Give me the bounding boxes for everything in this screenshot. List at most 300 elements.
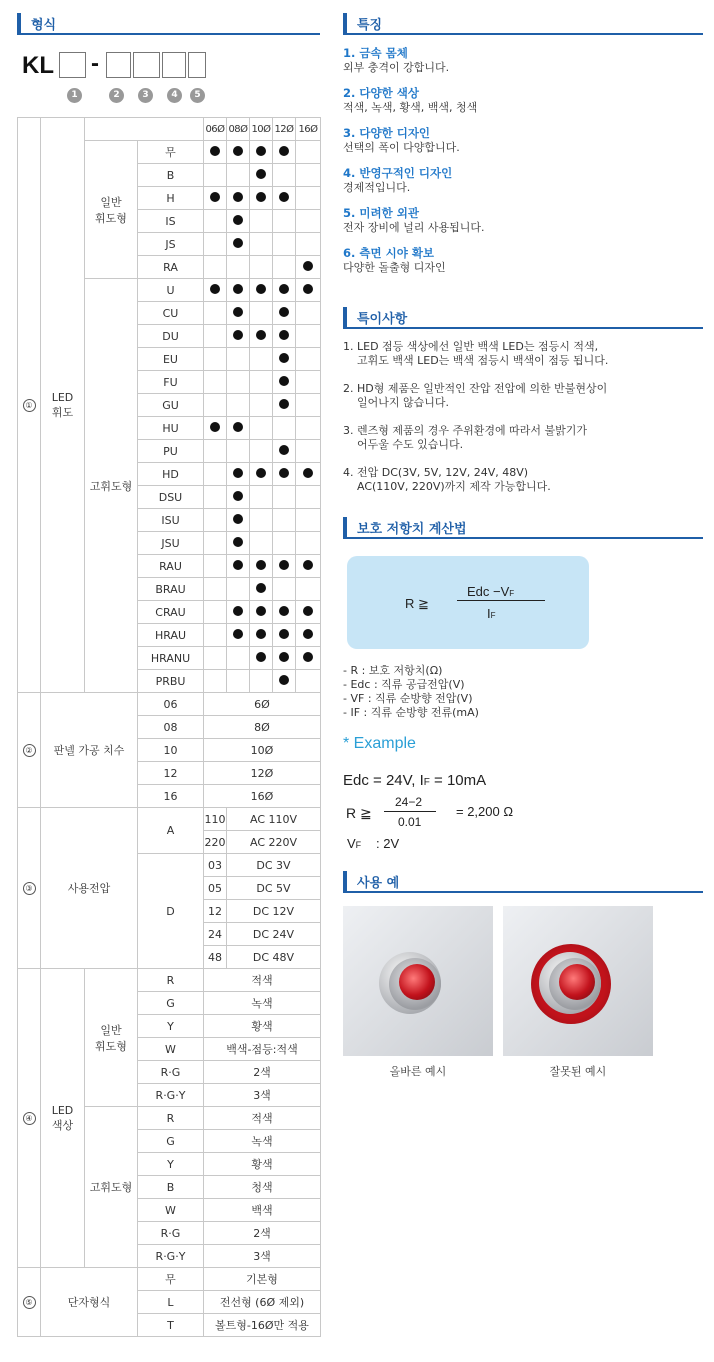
available-dot	[233, 491, 243, 501]
code-cell: 무	[138, 141, 204, 164]
code-cell: HD	[138, 463, 204, 486]
feature-title: 2. 다양한 색상	[343, 86, 419, 100]
availability-cell	[204, 279, 227, 302]
feature-item	[343, 126, 703, 155]
availability-cell	[273, 670, 296, 693]
code-cell: PU	[138, 440, 204, 463]
availability-cell	[273, 417, 296, 440]
availability-cell	[250, 141, 273, 164]
available-dot	[233, 215, 243, 225]
available-dot	[210, 422, 220, 432]
value-cell: 3색	[204, 1245, 321, 1268]
code-number-2: 2	[109, 88, 124, 103]
legend-line: - Edc : 직류 공급전압(V)	[343, 678, 465, 691]
code-cell: 12	[204, 900, 227, 923]
features-list	[343, 46, 703, 286]
code-cell: RAU	[138, 555, 204, 578]
feature-item	[343, 246, 703, 275]
code-cell: EU	[138, 348, 204, 371]
size-header-cell: 06Ø	[204, 118, 227, 141]
code-cell: R·G·Y	[138, 1245, 204, 1268]
availability-cell	[273, 463, 296, 486]
available-dot	[256, 468, 266, 478]
availability-cell	[296, 578, 321, 601]
note-item	[343, 466, 703, 494]
note-item	[343, 382, 703, 410]
code-cell: IS	[138, 210, 204, 233]
availability-cell	[273, 256, 296, 279]
available-dot	[256, 146, 266, 156]
section-number-3: ③	[18, 808, 41, 969]
availability-cell	[227, 325, 250, 348]
available-dot	[256, 652, 266, 662]
availability-cell	[296, 555, 321, 578]
availability-cell	[227, 348, 250, 371]
section-number-4: ④	[18, 969, 41, 1268]
feature-item	[343, 166, 703, 195]
availability-cell	[227, 509, 250, 532]
availability-cell	[296, 210, 321, 233]
feature-title: 4. 반영구적인 디자인	[343, 166, 453, 180]
availability-cell	[273, 164, 296, 187]
available-dot	[233, 307, 243, 317]
available-dot	[279, 652, 289, 662]
table-row	[18, 118, 321, 141]
code-cell: BRAU	[138, 578, 204, 601]
value-cell: 적색	[204, 969, 321, 992]
size-header-cell: 16Ø	[296, 118, 321, 141]
code-cell: 220	[204, 831, 227, 854]
code-box-2	[106, 52, 131, 78]
notes-heading: 특이사항	[343, 307, 703, 329]
code-cell: GU	[138, 394, 204, 417]
availability-cell	[250, 578, 273, 601]
availability-cell	[296, 141, 321, 164]
availability-cell	[204, 141, 227, 164]
availability-cell	[204, 233, 227, 256]
available-dot	[233, 560, 243, 570]
code-cell: 08	[138, 716, 204, 739]
availability-cell	[250, 463, 273, 486]
availability-cell	[227, 440, 250, 463]
value-cell: 기본형	[204, 1268, 321, 1291]
available-dot	[233, 284, 243, 294]
value-cell: 3색	[204, 1084, 321, 1107]
availability-cell	[204, 440, 227, 463]
available-dot	[256, 169, 266, 179]
section-number-5: ⑤	[18, 1268, 41, 1337]
availability-cell	[273, 325, 296, 348]
feature-item	[343, 46, 703, 75]
availability-cell	[273, 348, 296, 371]
availability-cell	[227, 624, 250, 647]
section-label-led-brightness: LED 휘도	[41, 118, 85, 693]
availability-cell	[250, 279, 273, 302]
availability-cell	[250, 440, 273, 463]
model-prefix: KL	[22, 52, 54, 79]
available-dot	[233, 192, 243, 202]
availability-cell	[227, 486, 250, 509]
example-fraction-line	[384, 811, 436, 812]
value-cell: DC 24V	[227, 923, 321, 946]
header-blank	[85, 118, 204, 141]
feature-title: 3. 다양한 디자인	[343, 126, 431, 140]
available-dot	[233, 468, 243, 478]
note-text: 렌즈형 제품의 경우 주위환경에 따라서 불밝기가 어두울 수도 있습니다.	[357, 424, 588, 451]
availability-cell	[227, 417, 250, 440]
available-dot	[279, 284, 289, 294]
value-cell: AC 220V	[227, 831, 321, 854]
availability-cell	[204, 417, 227, 440]
availability-cell	[227, 394, 250, 417]
availability-cell	[204, 670, 227, 693]
availability-cell	[273, 647, 296, 670]
legend-line: - VF : 직류 순방향 전압(V)	[343, 692, 473, 705]
code-cell: HU	[138, 417, 204, 440]
code-cell: 48	[204, 946, 227, 969]
note-number: 4.	[343, 466, 354, 479]
availability-cell	[227, 670, 250, 693]
availability-cell	[204, 164, 227, 187]
voltage-group: A	[138, 808, 204, 854]
available-dot	[233, 537, 243, 547]
availability-cell	[273, 486, 296, 509]
code-cell: 110	[204, 808, 227, 831]
available-dot	[279, 445, 289, 455]
available-dot	[233, 238, 243, 248]
feature-desc: 전자 장비에 널리 사용됩니다.	[343, 221, 485, 234]
availability-cell	[250, 624, 273, 647]
example-denominator: 0.01	[398, 815, 422, 829]
formula-legend	[343, 664, 479, 720]
feature-title: 1. 금속 몸체	[343, 46, 408, 60]
legend-line: - IF : 직류 순방향 전류(mA)	[343, 706, 479, 719]
availability-cell	[250, 670, 273, 693]
availability-cell	[227, 647, 250, 670]
availability-cell	[273, 440, 296, 463]
available-dot	[303, 629, 313, 639]
availability-cell	[250, 532, 273, 555]
code-box-5	[188, 52, 206, 78]
feature-title: 6. 측면 시야 확보	[343, 246, 435, 260]
code-cell: HRAU	[138, 624, 204, 647]
availability-cell	[273, 187, 296, 210]
availability-cell	[227, 210, 250, 233]
availability-cell	[227, 256, 250, 279]
available-dot	[279, 629, 289, 639]
feature-desc: 선택의 폭이 다양합니다.	[343, 141, 460, 154]
available-dot	[279, 675, 289, 685]
available-dot	[279, 560, 289, 570]
code-cell: W	[138, 1199, 204, 1222]
available-dot	[256, 606, 266, 616]
availability-cell	[204, 210, 227, 233]
value-cell: 백색-점등:적색	[204, 1038, 321, 1061]
availability-cell	[204, 555, 227, 578]
size-header-cell: 12Ø	[273, 118, 296, 141]
available-dot	[256, 192, 266, 202]
code-cell: T	[138, 1314, 204, 1337]
usage-heading: 사용 예	[343, 871, 703, 893]
code-box-4	[162, 52, 186, 78]
value-cell: 16Ø	[204, 785, 321, 808]
availability-cell	[250, 647, 273, 670]
value-cell: 청색	[204, 1176, 321, 1199]
availability-cell	[227, 578, 250, 601]
availability-cell	[204, 486, 227, 509]
availability-cell	[250, 210, 273, 233]
value-cell: 녹색	[204, 1130, 321, 1153]
availability-cell	[204, 532, 227, 555]
value-cell: DC 3V	[227, 854, 321, 877]
availability-cell	[204, 601, 227, 624]
code-cell: FU	[138, 371, 204, 394]
code-number-3: 3	[138, 88, 153, 103]
caption-correct: 올바른 예시	[389, 1065, 447, 1078]
model-dash: -	[91, 50, 99, 77]
available-dot	[233, 629, 243, 639]
value-cell: 녹색	[204, 992, 321, 1015]
value-cell: AC 110V	[227, 808, 321, 831]
feature-desc: 다양한 돌출형 디자인	[343, 261, 446, 274]
availability-cell	[296, 463, 321, 486]
note-number: 2.	[343, 382, 354, 395]
code-cell: Y	[138, 1153, 204, 1176]
availability-cell	[204, 578, 227, 601]
size-header-cell: 08Ø	[227, 118, 250, 141]
availability-cell	[250, 325, 273, 348]
formula-fraction-line	[457, 600, 545, 601]
availability-cell	[227, 233, 250, 256]
table-row	[18, 693, 321, 716]
availability-cell	[250, 256, 273, 279]
code-cell: 06	[138, 693, 204, 716]
availability-cell	[296, 532, 321, 555]
note-text: HD형 제품은 일반적인 잔압 전압에 의한 반불현상이 일어나지 않습니다.	[357, 382, 608, 409]
code-cell: 24	[204, 923, 227, 946]
feature-desc: 적색, 녹색, 황색, 백색, 청색	[343, 101, 478, 114]
table-row	[18, 1268, 321, 1291]
code-cell: DSU	[138, 486, 204, 509]
availability-cell	[296, 509, 321, 532]
example-line-1: Edc = 24V, IF = 10mA	[343, 772, 487, 789]
available-dot	[233, 514, 243, 524]
availability-cell	[227, 601, 250, 624]
available-dot	[279, 353, 289, 363]
example-numerator: 24−2	[395, 795, 423, 809]
table-row	[18, 808, 321, 831]
example-vf: VF	[347, 836, 362, 851]
available-dot	[279, 376, 289, 386]
availability-cell	[227, 302, 250, 325]
available-dot	[279, 307, 289, 317]
available-dot	[279, 606, 289, 616]
feature-desc: 외부 충격이 강합니다.	[343, 61, 450, 74]
calc-heading: 보호 저항치 계산법	[343, 517, 703, 539]
formula-numerator: Edc −VF	[467, 584, 515, 599]
feature-item	[343, 206, 703, 235]
availability-cell	[273, 555, 296, 578]
value-cell: 2색	[204, 1222, 321, 1245]
value-cell: 적색	[204, 1107, 321, 1130]
availability-cell	[250, 417, 273, 440]
value-cell: DC 12V	[227, 900, 321, 923]
availability-cell	[296, 417, 321, 440]
availability-cell	[296, 302, 321, 325]
availability-cell	[296, 371, 321, 394]
spec-table	[17, 117, 321, 1337]
availability-cell	[273, 302, 296, 325]
available-dot	[279, 192, 289, 202]
available-dot	[303, 560, 313, 570]
availability-cell	[227, 187, 250, 210]
availability-cell	[296, 647, 321, 670]
available-dot	[256, 330, 266, 340]
availability-cell	[273, 394, 296, 417]
available-dot	[279, 468, 289, 478]
features-heading: 특징	[343, 13, 703, 35]
code-cell: H	[138, 187, 204, 210]
code-cell: R·G	[138, 1061, 204, 1084]
availability-cell	[204, 371, 227, 394]
availability-cell	[296, 348, 321, 371]
available-dot	[233, 422, 243, 432]
size-header-cell: 10Ø	[250, 118, 273, 141]
note-text: 전압 DC(3V, 5V, 12V, 24V, 48V) AC(110V, 220V)까지 제작 가능합니다.	[357, 466, 551, 493]
availability-cell	[273, 578, 296, 601]
form-heading: 형식	[17, 13, 320, 35]
value-cell: 12Ø	[204, 762, 321, 785]
legend-line: - R : 보호 저항치(Ω)	[343, 664, 443, 677]
availability-cell	[273, 624, 296, 647]
availability-cell	[204, 348, 227, 371]
value-cell: 10Ø	[204, 739, 321, 762]
code-box-1	[59, 52, 86, 78]
availability-cell	[296, 486, 321, 509]
availability-cell	[273, 141, 296, 164]
availability-cell	[296, 624, 321, 647]
group-label-normal: 일반 휘도형	[85, 141, 138, 279]
availability-cell	[273, 509, 296, 532]
available-dot	[303, 606, 313, 616]
available-dot	[303, 468, 313, 478]
code-cell: G	[138, 992, 204, 1015]
availability-cell	[227, 371, 250, 394]
availability-cell	[227, 141, 250, 164]
code-cell: R	[138, 969, 204, 992]
availability-cell	[250, 371, 273, 394]
code-cell: RA	[138, 256, 204, 279]
available-dot	[210, 192, 220, 202]
availability-cell	[296, 233, 321, 256]
voltage-group: D	[138, 854, 204, 969]
availability-cell	[204, 394, 227, 417]
availability-cell	[296, 601, 321, 624]
feature-item	[343, 86, 703, 115]
availability-cell	[204, 647, 227, 670]
availability-cell	[250, 486, 273, 509]
feature-title: 5. 미려한 외관	[343, 206, 419, 220]
value-cell: 2색	[204, 1061, 321, 1084]
formula-denominator: IF	[487, 606, 496, 621]
available-dot	[303, 261, 313, 271]
section-label-terminal: 단자형식	[41, 1268, 138, 1337]
section-number-2: ②	[18, 693, 41, 808]
code-cell: HRANU	[138, 647, 204, 670]
available-dot	[256, 629, 266, 639]
code-cell: DU	[138, 325, 204, 348]
available-dot	[233, 606, 243, 616]
example-result: = 2,200 Ω	[456, 804, 514, 819]
usage-photo-incorrect	[503, 906, 653, 1056]
group-label-high: 고휘도형	[85, 1107, 138, 1268]
code-cell: B	[138, 1176, 204, 1199]
availability-cell	[227, 164, 250, 187]
code-cell: 16	[138, 785, 204, 808]
availability-cell	[227, 532, 250, 555]
notes-list	[343, 340, 703, 508]
available-dot	[303, 284, 313, 294]
available-dot	[256, 560, 266, 570]
available-dot	[210, 146, 220, 156]
formula-lhs: R ≧	[405, 596, 429, 611]
availability-cell	[296, 256, 321, 279]
value-cell: DC 5V	[227, 877, 321, 900]
formula-box	[347, 556, 589, 649]
code-box-3	[133, 52, 160, 78]
code-number-4: 4	[167, 88, 182, 103]
availability-cell	[296, 325, 321, 348]
code-cell: 10	[138, 739, 204, 762]
availability-cell	[273, 532, 296, 555]
note-item	[343, 340, 703, 368]
value-cell: 8Ø	[204, 716, 321, 739]
availability-cell	[296, 187, 321, 210]
available-dot	[303, 652, 313, 662]
availability-cell	[250, 348, 273, 371]
value-cell: 황색	[204, 1015, 321, 1038]
available-dot	[279, 330, 289, 340]
availability-cell	[250, 555, 273, 578]
available-dot	[256, 583, 266, 593]
code-cell: R·G	[138, 1222, 204, 1245]
section-label-voltage: 사용전압	[41, 808, 138, 969]
availability-cell	[250, 601, 273, 624]
available-dot	[233, 330, 243, 340]
note-text: LED 점등 색상에선 일반 백색 LED는 점등시 적색, 고휘도 백색 LED는 백색 점등시 백색이 점등 됩니다.	[357, 340, 609, 367]
section-number-1: ①	[18, 118, 41, 693]
availability-cell	[250, 187, 273, 210]
availability-cell	[227, 279, 250, 302]
availability-cell	[204, 463, 227, 486]
availability-cell	[273, 371, 296, 394]
availability-cell	[250, 233, 273, 256]
feature-desc: 경제적입니다.	[343, 181, 411, 194]
availability-cell	[273, 601, 296, 624]
note-number: 3.	[343, 424, 354, 437]
caption-incorrect: 잘못된 예시	[549, 1065, 607, 1078]
code-cell: JS	[138, 233, 204, 256]
code-cell: R	[138, 1107, 204, 1130]
code-cell: W	[138, 1038, 204, 1061]
availability-cell	[296, 440, 321, 463]
note-item	[343, 424, 703, 452]
value-cell: 전선형 (6Ø 제외)	[204, 1291, 321, 1314]
available-dot	[210, 284, 220, 294]
available-dot	[279, 146, 289, 156]
value-cell: 백색	[204, 1199, 321, 1222]
code-cell: CU	[138, 302, 204, 325]
